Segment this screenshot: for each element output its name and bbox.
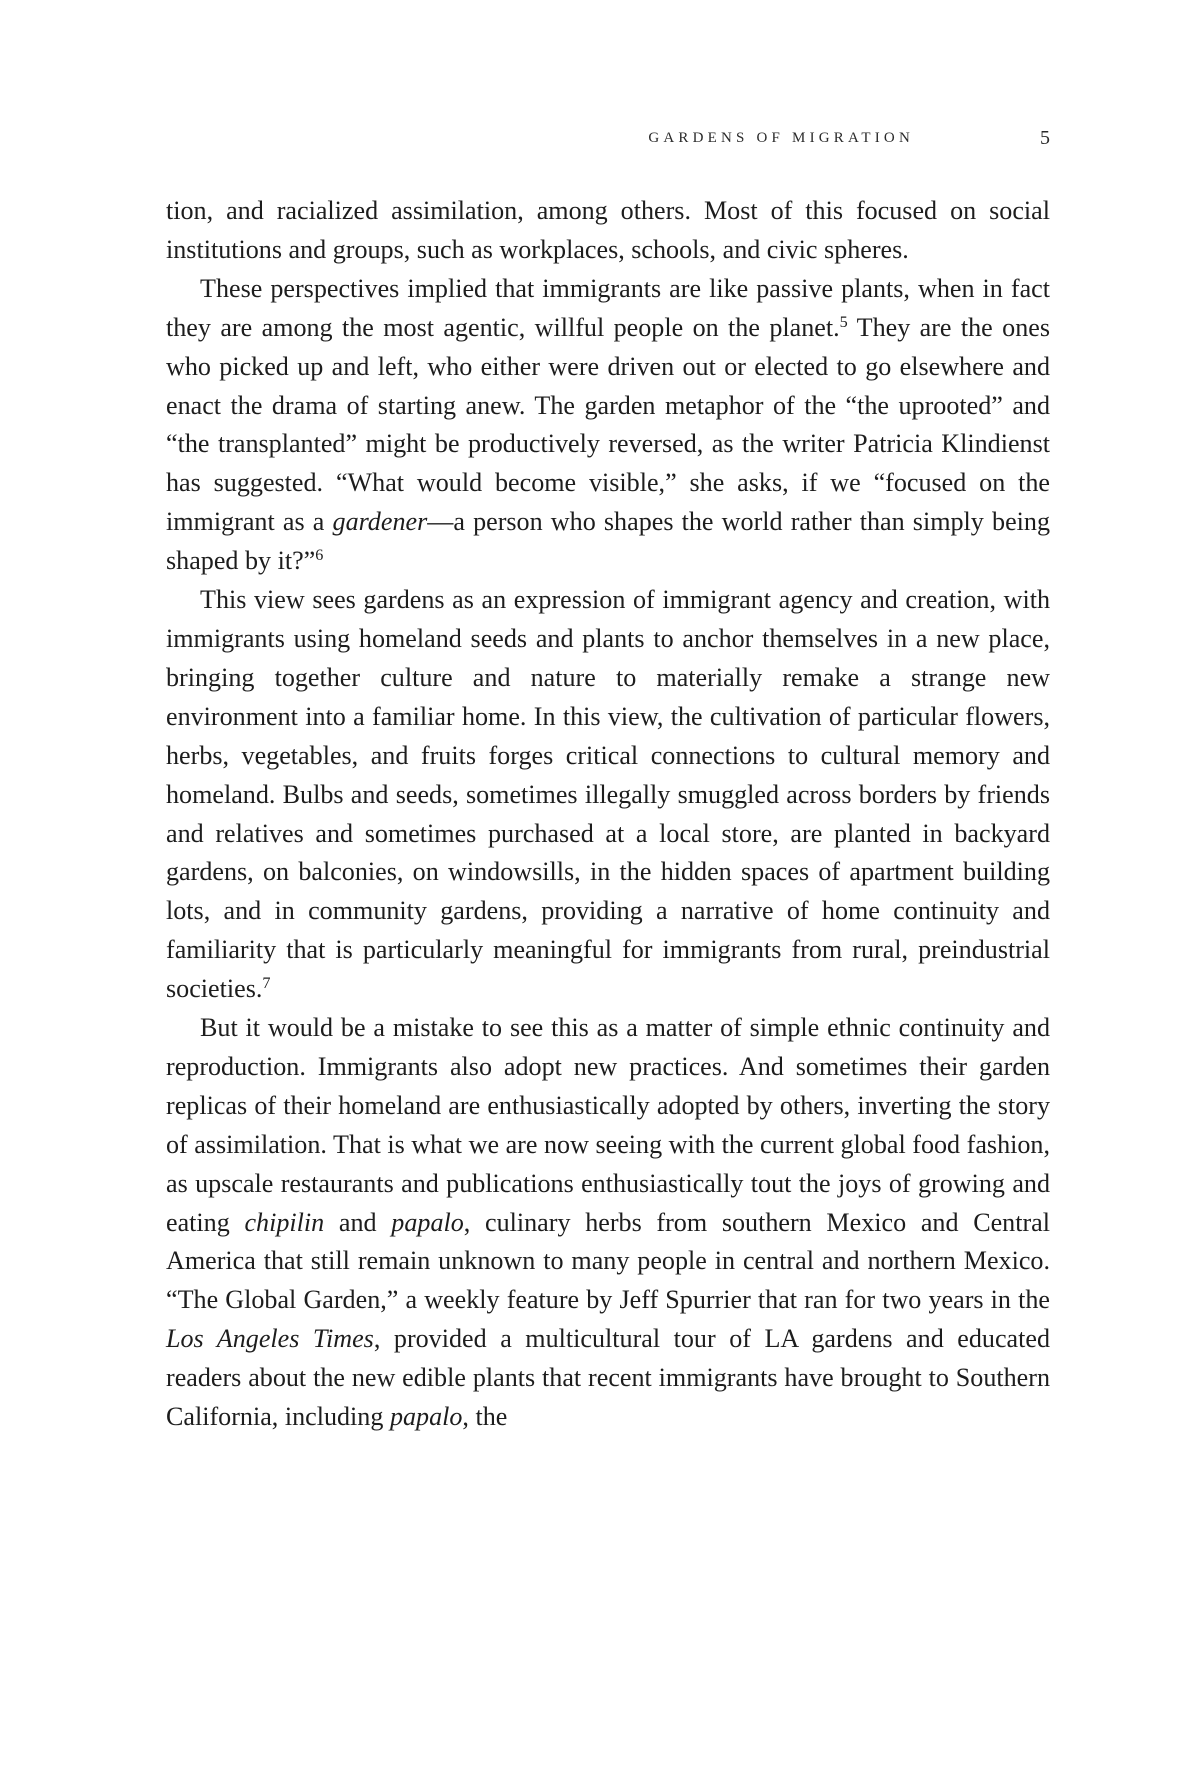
text-run: tion, and racialized assimilation, among others. Most of this focused on social institutions and groups, such as workplaces, schools, and civic spheres. [166, 196, 1050, 264]
text-run: , the [462, 1402, 508, 1432]
text-run: and [324, 1207, 392, 1237]
body-text [166, 192, 1050, 1437]
footnote-marker: 5 [839, 313, 848, 331]
paragraph [166, 581, 1050, 1009]
text-run: —a person who shapes the world rather than simply being shaped by it?” [166, 507, 1050, 576]
text-run: They are the ones who picked up and left, who either were driven out or elected to go elsewhere and enact the drama of starting anew. The garden metaphor of the “the uprooted” and “the transplanted” might be productively reversed, as the writer Patricia Klindienst has suggested. “What would become visible,” she asks, if we “focused on the immigrant as a [166, 312, 1050, 537]
text-run: , provided a multicultural tour of LA gardens and educated readers about the new edible plants that recent immigrants have brought to Southern California, including [166, 1324, 1050, 1432]
text-run: , culinary herbs from southern Mexico and Central America that still remain unknown to many people in central and northern Mexico. “The Global Garden,” a weekly feature by Jeff Spurrier that ran for two years in the [166, 1207, 1050, 1315]
italic-text: gardener [332, 507, 428, 537]
italic-text: papalo [389, 1402, 463, 1432]
paragraph [166, 192, 1050, 270]
running-header [166, 127, 1050, 154]
page-number: 5 [1040, 127, 1050, 149]
text-run: These perspectives implied that immigrants are like passive plants, when in fact they are among the most agentic, willful people on the planet. [166, 273, 1050, 342]
italic-text: papalo [391, 1207, 464, 1237]
text-run: But it would be a mistake to see this as a matter of simple ethnic continuity and reproduction. Immigrants also adopt new practices. And sometimes their garden replicas of their homeland are enthusiastically adopted by others, inverting the story of assimilation. That is what we are now seeing with the current global food fashion, as upscale restaurants and publications enthusiastically tout the joys of growing and eating [166, 1013, 1050, 1237]
running-head-title: GARDENS OF MIGRATION [648, 130, 914, 146]
paragraph [166, 1009, 1050, 1437]
footnote-marker: 7 [262, 975, 271, 993]
italic-text: Los Angeles Times [166, 1324, 374, 1354]
text-run: This view sees gardens as an expression of immigrant agency and creation, with immigrants using homeland seeds and plants to anchor themselves in a new place, bringing together culture and nature to materially remake a strange new environment into a familiar home. In this view, the cultivation of particular flowers, herbs, vegetables, and fruits forges critical connections to cultural memory and homeland. Bulbs and seeds, sometimes illegally smuggled across borders by friends and relatives and sometimes purchased at a local store, are planted in backyard gardens, on balconies, on windowsills, in the hidden spaces of apartment building lots, and in community gardens, providing a narrative of home continuity and familiarity that is particularly meaningful for immigrants from rural, preindustrial societies. [166, 585, 1050, 1004]
footnote-marker: 6 [315, 547, 324, 565]
paragraph [166, 270, 1050, 581]
italic-text: chipilin [244, 1207, 325, 1237]
